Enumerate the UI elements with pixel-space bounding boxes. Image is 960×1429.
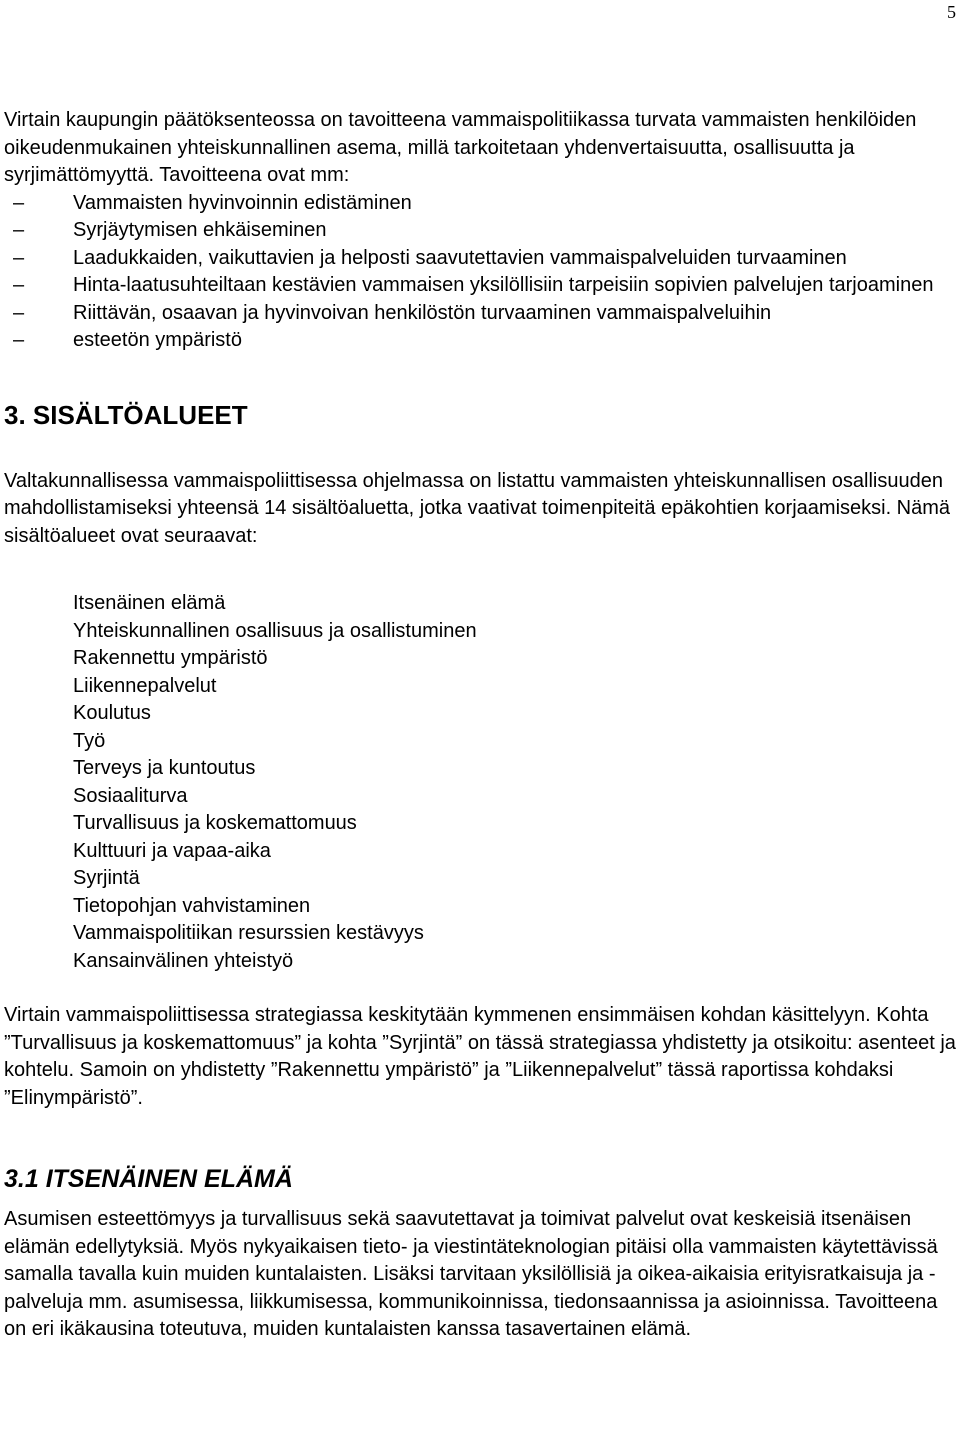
- list-item-text: Syrjäytymisen ehkäiseminen: [73, 219, 327, 241]
- list-item: Itsenäinen elämä: [73, 592, 226, 614]
- list-item: Yhteiskunnallinen osallisuus ja osallistuminen: [73, 619, 477, 642]
- list-item: [4, 190, 956, 218]
- section-paragraph: Valtakunnallisessa vammaispoliittisessa ohjelmassa on listattu vammaisten yhteiskunnallisen osallisuuden mahdollistamiseksi yhteensä 14 sisältöaluetta, jotka vaativat toimenpiteitä epäkohtien korjaamiseksi. Nämä sisältöalueet ovat seuraavat:: [4, 469, 951, 547]
- list-item: Turvallisuus ja koskemattomuus: [73, 812, 357, 834]
- dash-bullet: –: [13, 246, 25, 269]
- list-item: Rakennettu ympäristö: [73, 647, 268, 669]
- strategy-paragraph: Virtain vammaispoliittisessa strategiassa keskitytään kymmenen ensimmäisen kohdan käsittelyyn. Kohta ”Turvallisuus ja koskemattomuus” ja kohta ”Syrjintä” on tässä strategiassa yhdistetty ja otsikoitu: asenteet ja kohtelu. Samoin on yhdistetty ”Rakennettu ympäristö” ja ”Liikennepalvelut” tässä raportissa kohdaksi ”Elinympäristö”.: [4, 1004, 956, 1109]
- subsection-paragraph: Asumisen esteettömyys ja turvallisuus sekä saavutettavat ja toimivat palvelut ovat keskeisiä itsenäisen elämän edellytyksiä. Myös nykyaikaisen tieto- ja viestintäteknologian pitäisi olla vammaisten käytettävissä samalla tavalla kuin muiden kuntalaisten. Lisäksi tarvitaan yksilöllisiä ja oikea-aikaisia erityisratkaisuja ja -palveluja mm. asumisessa, liikkumisessa, kommunikoinnissa, tiedonsaannissa ja asioinnissa. Tavoitteena on eri ikäkausina toteutuva, muiden kuntalaisten kanssa tasavertainen elämä.: [4, 1208, 938, 1340]
- list-item: [4, 272, 956, 300]
- subsection-heading: 3.1 ITSENÄINEN ELÄMÄ: [4, 1165, 293, 1193]
- list-item-text: Riittävän, osaavan ja hyvinvoivan henkilöstön turvaaminen vammaispalveluihin: [73, 301, 772, 324]
- list-item: [4, 327, 956, 355]
- list-item: Syrjintä: [73, 867, 140, 889]
- dash-bullet: –: [13, 301, 25, 324]
- section-heading: 3. SISÄLTÖALUEET: [4, 399, 248, 430]
- page-number: 5: [947, 2, 956, 22]
- list-item: Koulutus: [73, 702, 151, 724]
- list-item: Sosiaaliturva: [73, 784, 188, 807]
- list-item-text: Hinta-laatusuhteiltaan kestävien vammaisen yksilöllisiin tarpeisiin sopivien palvelujen tarjoaminen: [73, 274, 934, 296]
- topics-list: [4, 590, 956, 975]
- list-item: Terveys ja kuntoutus: [73, 757, 256, 779]
- list-item: Tietopohjan vahvistaminen: [73, 894, 311, 917]
- list-item: Vammaispolitiikan resurssien kestävyys: [73, 922, 424, 944]
- list-item-text: esteetön ympäristö: [73, 329, 242, 351]
- list-item-text: Vammaisten hyvinvoinnin edistäminen: [73, 191, 412, 214]
- list-item: Kansainvälinen yhteistyö: [73, 949, 294, 972]
- dash-bullet: –: [13, 219, 25, 241]
- document-body: [4, 107, 956, 1344]
- list-item: [4, 245, 956, 273]
- list-item: [4, 217, 956, 245]
- list-item: [4, 300, 956, 328]
- list-item: Työ: [73, 729, 106, 752]
- list-item-text: Laadukkaiden, vaikuttavien ja helposti saavutettavien vammaispalveluiden turvaaminen: [73, 246, 847, 269]
- list-item: Kulttuuri ja vapaa-aika: [73, 839, 271, 862]
- dash-bullet: –: [13, 329, 25, 351]
- intro-paragraph: Virtain kaupungin päätöksenteossa on tavoitteena vammaispolitiikassa turvata vammaisten henkilöiden oikeudenmukainen yhteiskunnallinen asema, millä tarkoitetaan yhdenvertaisuutta, osallisuutta ja syrjimättömyyttä. Tavoitteena ovat mm:: [4, 109, 917, 186]
- goals-list: [4, 190, 956, 355]
- dash-bullet: –: [13, 274, 25, 296]
- dash-bullet: –: [13, 191, 25, 214]
- list-item: Liikennepalvelut: [73, 674, 217, 697]
